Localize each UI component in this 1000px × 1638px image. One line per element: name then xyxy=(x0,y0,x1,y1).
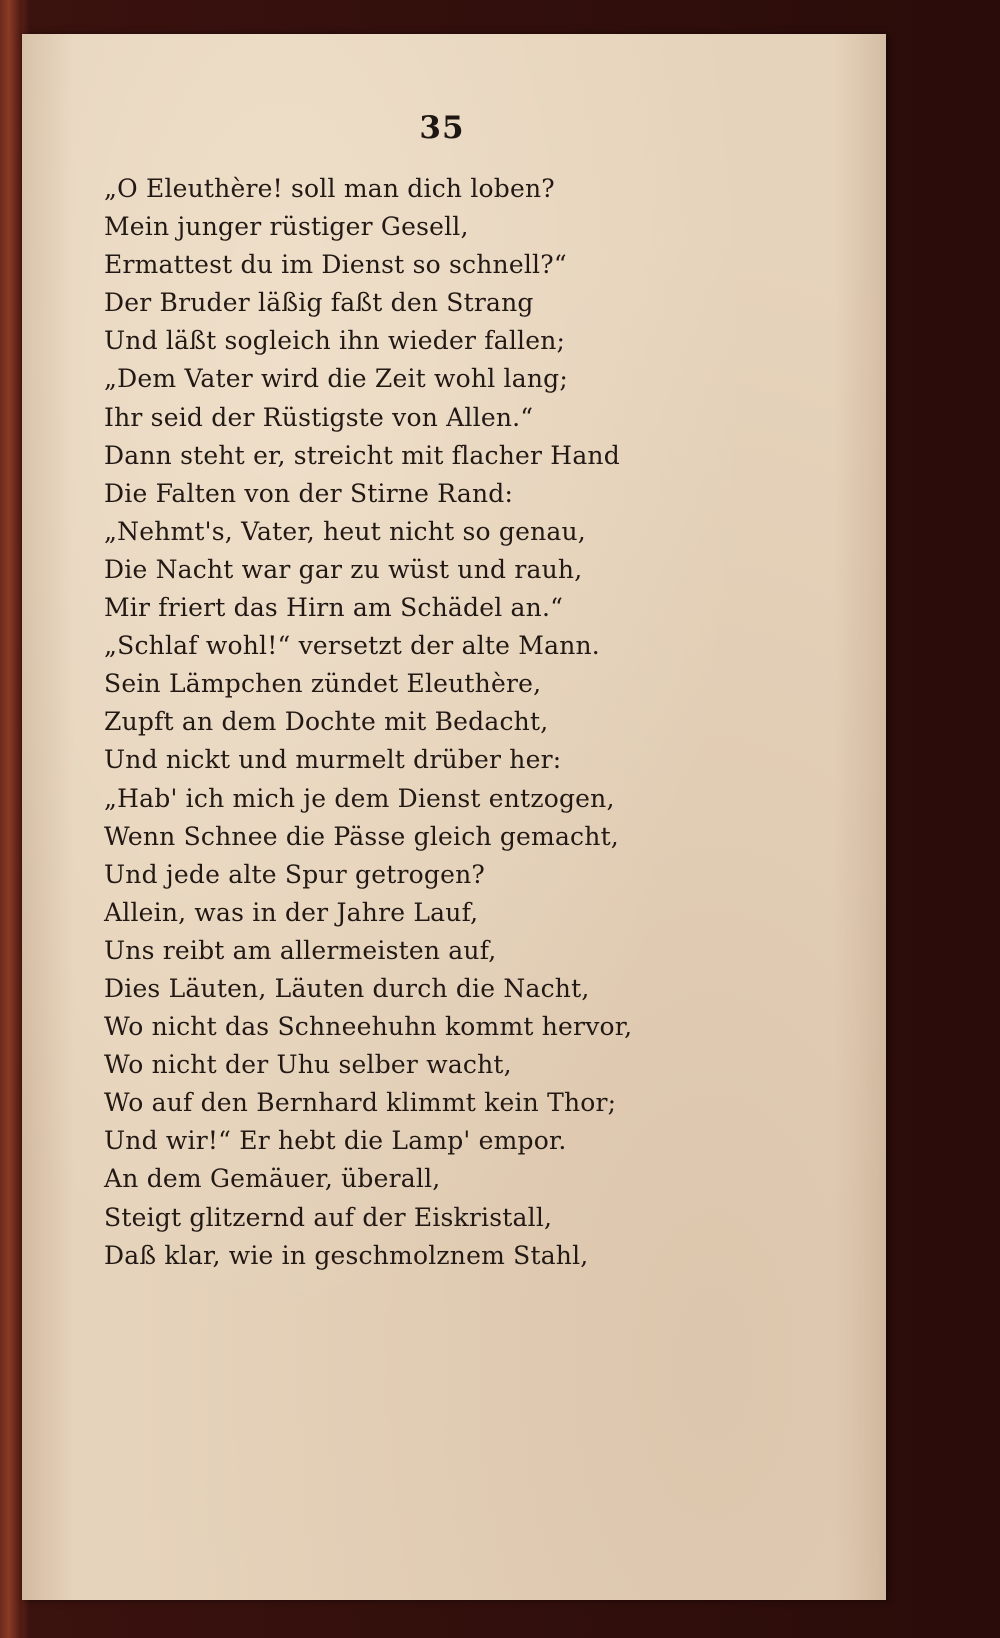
poem-line: „Nehmt's, Vater, heut nicht so genau, xyxy=(104,516,586,546)
poem-line: Daß klar, wie in geschmolznem Stahl, xyxy=(104,1240,589,1270)
poem-line: „Dem Vater wird die Zeit wohl lang; xyxy=(104,364,568,394)
poem-line: Zupft an dem Dochte mit Bedacht, xyxy=(104,707,549,737)
poem-line: Ihr seid der Rüstigste von Allen.“ xyxy=(104,402,534,432)
poem-line: Und jede alte Spur getrogen? xyxy=(104,859,485,889)
poem-line: Uns reibt am allermeisten auf, xyxy=(104,935,497,965)
page-number: 35 xyxy=(419,110,465,146)
poem-line: An dem Gemäuer, überall, xyxy=(104,1164,441,1194)
poem-line: Die Falten von der Stirne Rand: xyxy=(104,478,514,508)
poem-line: Wo auf den Bernhard klimmt kein Thor; xyxy=(104,1088,617,1118)
poem-line: Allein, was in der Jahre Lauf, xyxy=(104,897,479,927)
poem-line: Und läßt sogleich ihn wieder fallen; xyxy=(104,326,566,356)
poem-line: Dies Läuten, Läuten durch die Nacht, xyxy=(104,973,590,1003)
poem-line: Und nickt und murmelt drüber her: xyxy=(104,745,562,775)
poem-line: Steigt glitzernd auf der Eiskristall, xyxy=(104,1202,553,1232)
poem-line: „Schlaf wohl!“ versetzt der alte Mann. xyxy=(104,631,600,661)
poem-line: Wenn Schnee die Pässe gleich gemacht, xyxy=(104,821,619,851)
book-spine-edge xyxy=(0,0,22,1638)
poem-text-block xyxy=(104,170,864,1275)
poem-line: Wo nicht das Schneehuhn kommt hervor, xyxy=(104,1012,633,1042)
poem-line: „O Eleuthère! soll man dich loben? xyxy=(104,174,555,203)
poem-line: Mir friert das Hirn am Schädel an.“ xyxy=(104,593,564,623)
paper-page xyxy=(22,34,886,1600)
poem-line: Und wir!“ Er hebt die Lamp' empor. xyxy=(104,1126,567,1156)
poem-line: Dann steht er, streicht mit flacher Hand xyxy=(104,440,620,470)
poem-line: Die Nacht war gar zu wüst und rauh, xyxy=(104,554,583,584)
poem-line: Ermattest du im Dienst so schnell?“ xyxy=(104,250,567,280)
poem-line: Der Bruder läßig faßt den Strang xyxy=(104,288,534,318)
poem-line: Sein Lämpchen zündet Eleuthère, xyxy=(104,669,542,699)
poem-line: Wo nicht der Uhu selber wacht, xyxy=(104,1050,512,1080)
poem-line: „Hab' ich mich je dem Dienst entzogen, xyxy=(104,783,615,813)
poem-line: Mein junger rüstiger Gesell, xyxy=(104,212,469,242)
